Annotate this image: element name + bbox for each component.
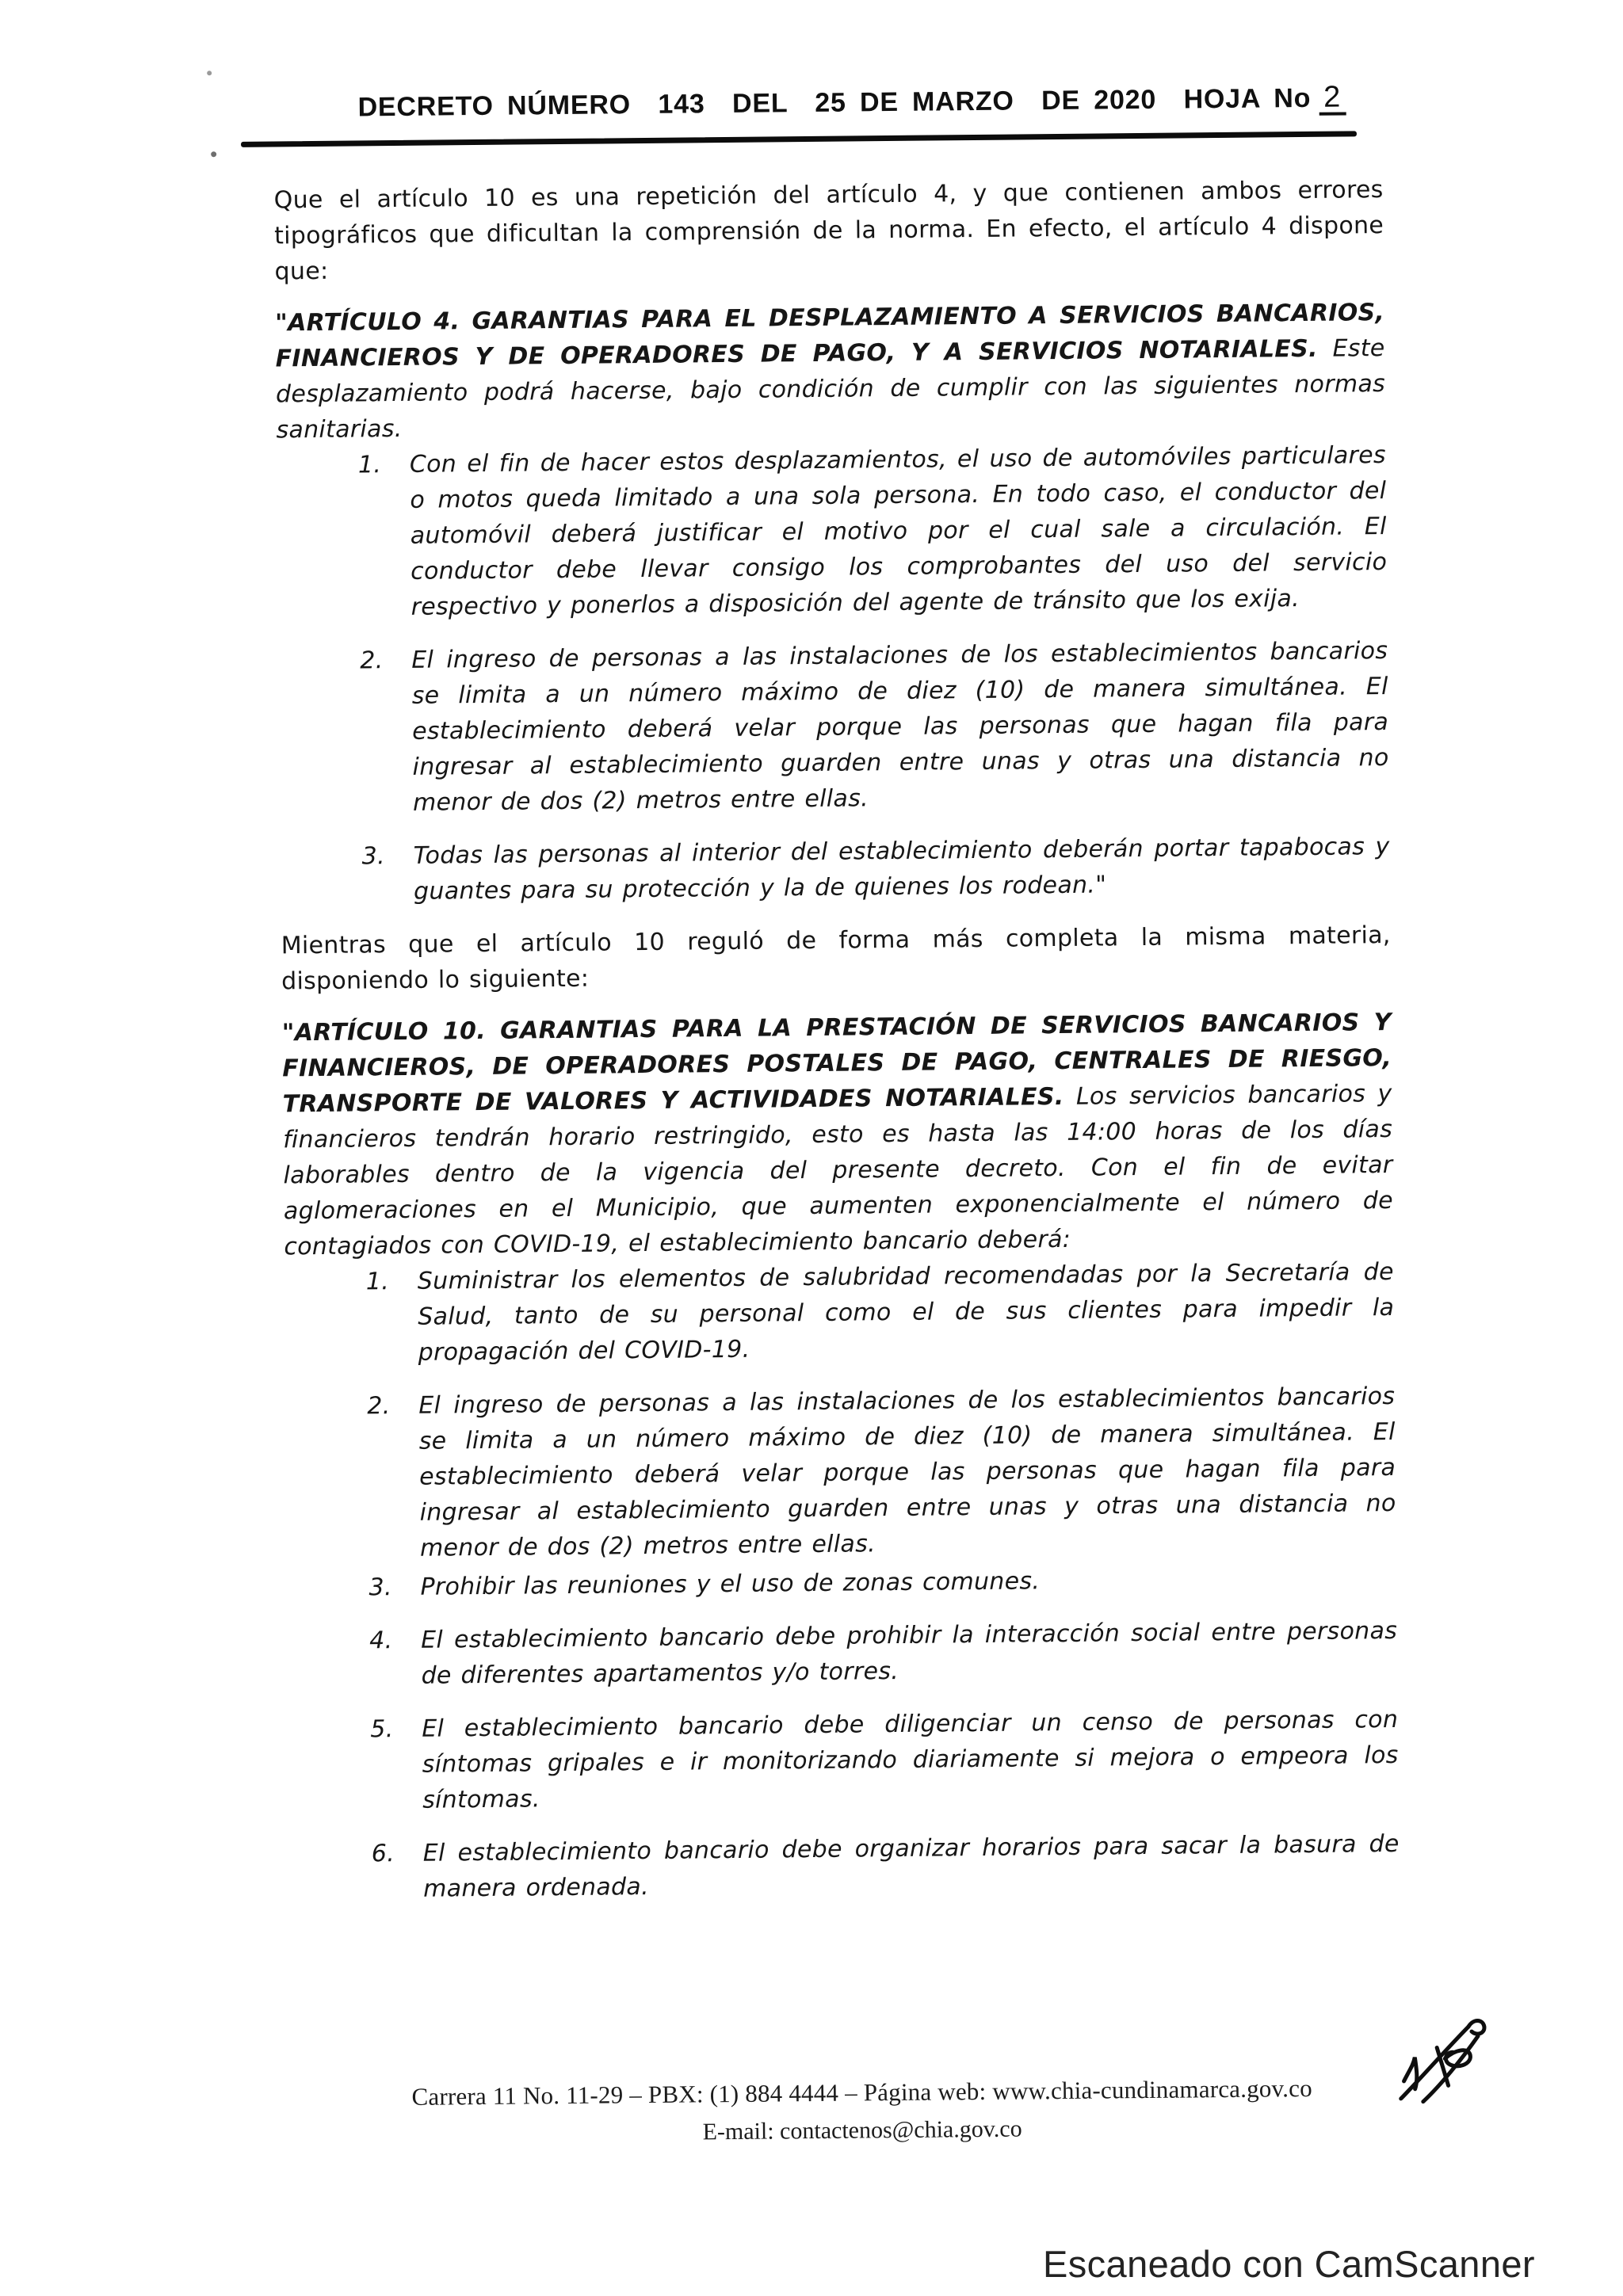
- footer-address-line: Carrera 11 No. 11-29 – PBX: (1) 884 4444 – Página web: www.chia-cundinamarca.gov.co: [411, 2074, 1312, 2111]
- intro-paragraph: Que el artículo 10 es una repetición del artículo 4, y que contienen ambos errores tipográficos que dificultan la comprensión de la norma. En efecto, el artículo 4 dispone que:: [273, 176, 1384, 286]
- list-item: [367, 1379, 1396, 1566]
- footer-email-line: E-mail: contactenos@chia.gov.co: [702, 2115, 1022, 2145]
- article10-heading: "ARTÍCULO 10. GARANTIAS PARA LA PRESTACIÓN DE SERVICIOS BANCARIOS Y FINANCIEROS, DE OPERADORES POSTALES DE PAGO, CENTRALES DE RIESGO, TRANSPORTE DE VALORES Y ACTIVIDADES NOTARIALES.: [281, 1008, 1392, 1119]
- item-number: 6.: [371, 1840, 395, 1868]
- list-item: [361, 829, 1390, 910]
- item-number: 2.: [360, 646, 384, 675]
- item-number: 2.: [367, 1392, 391, 1421]
- article10-paragraph: [282, 1005, 1394, 1264]
- article10-list: [366, 1254, 1400, 1907]
- header-divider-rule: [241, 131, 1357, 147]
- list-item: [370, 1702, 1399, 1818]
- item-number: 1.: [357, 451, 382, 479]
- list-item: [366, 1254, 1395, 1371]
- item-text: El ingreso de personas a las instalaciones de los establecimientos bancarios se limita a un número máximo de diez (10) de manera simultánea. El establecimiento deberá velar porque las personas que hagan fila para ingresar al establecimiento guarden entre unas y otras una distancia no menor de dos (2) metros entre ellas.: [411, 637, 1389, 817]
- item-number: 3.: [361, 842, 386, 871]
- item-text: Suministrar los elementos de salubridad recomendadas por la Secretaría de Salud, tanto de su personal como el de sus clientes para impedir la propagación del COVID-19.: [417, 1257, 1395, 1367]
- page-number: 2: [1319, 82, 1346, 115]
- item-text: El establecimiento bancario debe diligenciar un censo de personas con síntomas gripales e ir monitorizando diariamente si mejora o empeora los síntomas.: [422, 1705, 1399, 1814]
- article10-lead: Los servicios bancarios y financieros tendrán horario restringido, esto es hasta las 14:00 horas de los días laborables dentro de la vigencia del presente decreto. Con el fin de evitar aglomeraciones en el Municipio, que aumenten exponencialmente el número de contagiados con COVID-19, el establecimiento bancario deberá:: [282, 1079, 1394, 1261]
- document-body: [273, 172, 1400, 1908]
- article4-lead: Este desplazamiento podrá hacerse, bajo condición de cumplir con las siguientes normas sanitarias.: [275, 334, 1386, 444]
- article4-heading: "ARTÍCULO 4. GARANTIAS PARA EL DESPLAZAMIENTO A SERVICIOS BANCARIOS, FINANCIEROS Y DE OPERADORES DE PAGO, Y A SERVICIOS NOTARIALES.: [275, 299, 1385, 373]
- item-text: Prohibir las reuniones y el uso de zonas comunes.: [420, 1567, 1041, 1601]
- list-item: [369, 1613, 1398, 1694]
- scan-speck: [207, 71, 212, 75]
- item-number: 5.: [370, 1715, 394, 1744]
- header-label: DECRETO NÚMERO 143 DEL 25 DE MARZO DE 2020 HOJA No: [357, 82, 1312, 123]
- list-item: [358, 437, 1388, 625]
- item-text: El establecimiento bancario debe organizar horarios para sacar la basura de manera ordenada.: [422, 1829, 1400, 1903]
- article4-list: [358, 437, 1391, 910]
- item-text: Todas las personas al interior del establecimiento deberán portar tapabocas y guantes para su protección y la de quienes los rodean.": [413, 832, 1390, 906]
- between-paragraph: Mientras que el artículo 10 reguló de forma más completa la misma materia, disponiendo lo siguiente:: [281, 921, 1391, 996]
- item-text: Con el fin de hacer estos desplazamientos, el uso de automóviles particulares o motos queda limitado a una sola persona. En todo caso, el conductor del automóvil deberá justificar el motivo por el cual sale a circulación. El conductor debe llevar consigo los comprobantes del uso del servicio respectivo y ponerlos a disposición del agente de tránsito que los exija.: [409, 441, 1388, 621]
- item-text: El establecimiento bancario debe prohibir la interacción social entre personas de diferentes apartamentos y/o torres.: [420, 1616, 1398, 1690]
- item-number: 1.: [365, 1268, 390, 1296]
- item-text: El ingreso de personas a las instalaciones de los establecimientos bancarios se limita a un número máximo de diez (10) de manera simultánea. El establecimiento deberá velar porque las personas que hagan fila para ingresar al establecimiento guarden entre unas y otras una distancia no menor de dos (2) metros entre ellas.: [418, 1382, 1396, 1562]
- list-item: [369, 1560, 1396, 1605]
- item-number: 4.: [369, 1627, 393, 1655]
- camscanner-watermark: Escaneado con CamScanner: [1043, 2243, 1535, 2285]
- scan-speck: [211, 151, 216, 157]
- document-header: [357, 82, 1346, 124]
- article4-paragraph: [275, 295, 1386, 448]
- list-item: [360, 633, 1389, 821]
- item-number: 3.: [369, 1573, 392, 1602]
- list-item: [372, 1826, 1400, 1907]
- page-footer: [268, 2073, 1457, 2149]
